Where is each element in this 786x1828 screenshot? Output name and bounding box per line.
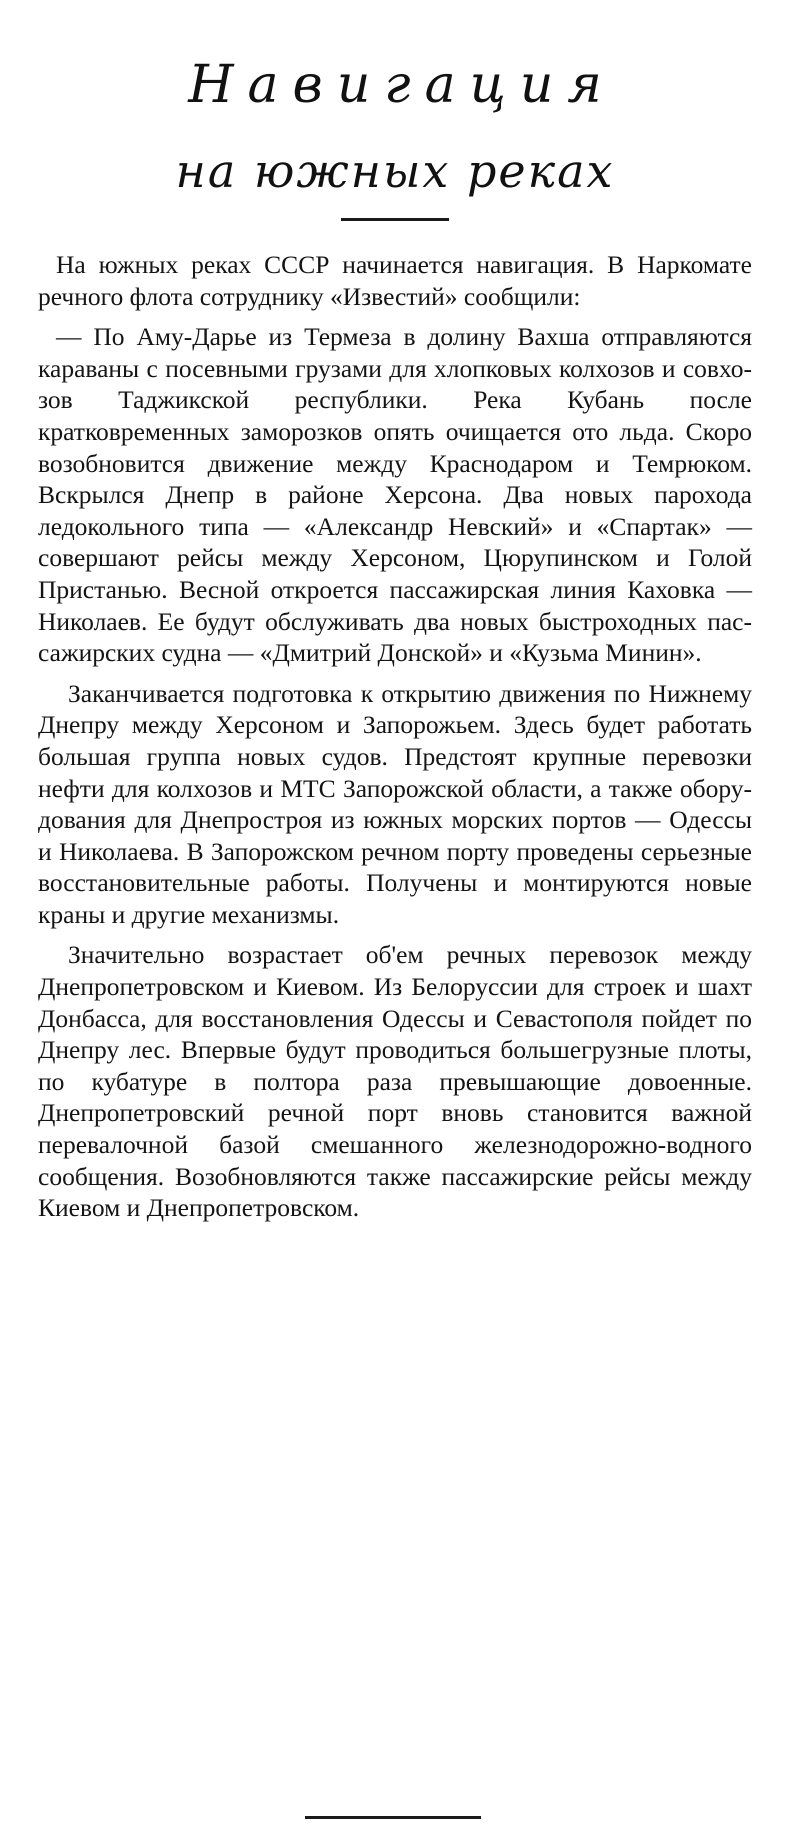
news-article: [38, 50, 752, 1233]
paragraph-intro: На южных реках СССР начинается навигация. В Наркомате речного флота сотруднику «Известий» сообщили:: [38, 250, 752, 311]
headline-title: Навигация: [188, 55, 616, 115]
paragraph-southern-rivers: — По Аму-Дарье из Термеза в долину Вахша отправляются караваны с посевными грузами для хлопковых колхозов и совхозов Таджикской республики. Река Кубань после кратковременных заморозков опять очищается ото льда. Скоро возобновится движение между Краснодаром и Темрюком. Вскрылся Днепр в районе Херсона. Два новых парохода ледокольного типа — «Александр Невский» и «Спартак» — совершают рейсы между Херсоном, Цюрупинском и Голой Пристанью. Весной откроется пассажирская линия Каховка — Николаев. Ее будут обслуживать два новых быстроходных пассажирских судна — «Дмитрий Донской» и «Кузьма Минин».: [38, 322, 752, 668]
headline: [38, 50, 752, 204]
end-divider: [305, 1816, 481, 1819]
headline-divider: [341, 218, 449, 221]
paragraph-lower-dnieper: Заканчивается подготовка к открытию движения по Нижнему Днепру между Херсоном и Запорожьем. Здесь будет работать большая группа новых судов. Предстоят крупные перевозки нефти для колхозов и МТС Запорожской области, а также оборудования для Днепростроя из южных морских портов — Одессы и Николаева. В Запорожском речном порту проведены серьезные восстановительные работы. Получены и монтируются новые краны и другие механизмы.: [38, 678, 752, 929]
headline-subtitle: на южных реках: [175, 144, 615, 198]
paragraph-dnepropetrovsk-kiev: Значительно возрастает об'ем речных перевозок между Днепропетровском и Киевом. Из Белоруссии для строек и шахт Донбасса, для восстановления Одессы и Севастополя пойдет по Днепру лес. Впервые будут проводиться большегрузные плоты, по кубатуре в полтора раза превышающие довоенные. Днепропетровский речной порт вновь становится важной перевалочной базой смешанного железнодорожно-водного сообщения. Возобновляются также пассажирские рейсы между Киевом и Днепропетровском.: [38, 940, 752, 1223]
article-body: [38, 249, 752, 1224]
